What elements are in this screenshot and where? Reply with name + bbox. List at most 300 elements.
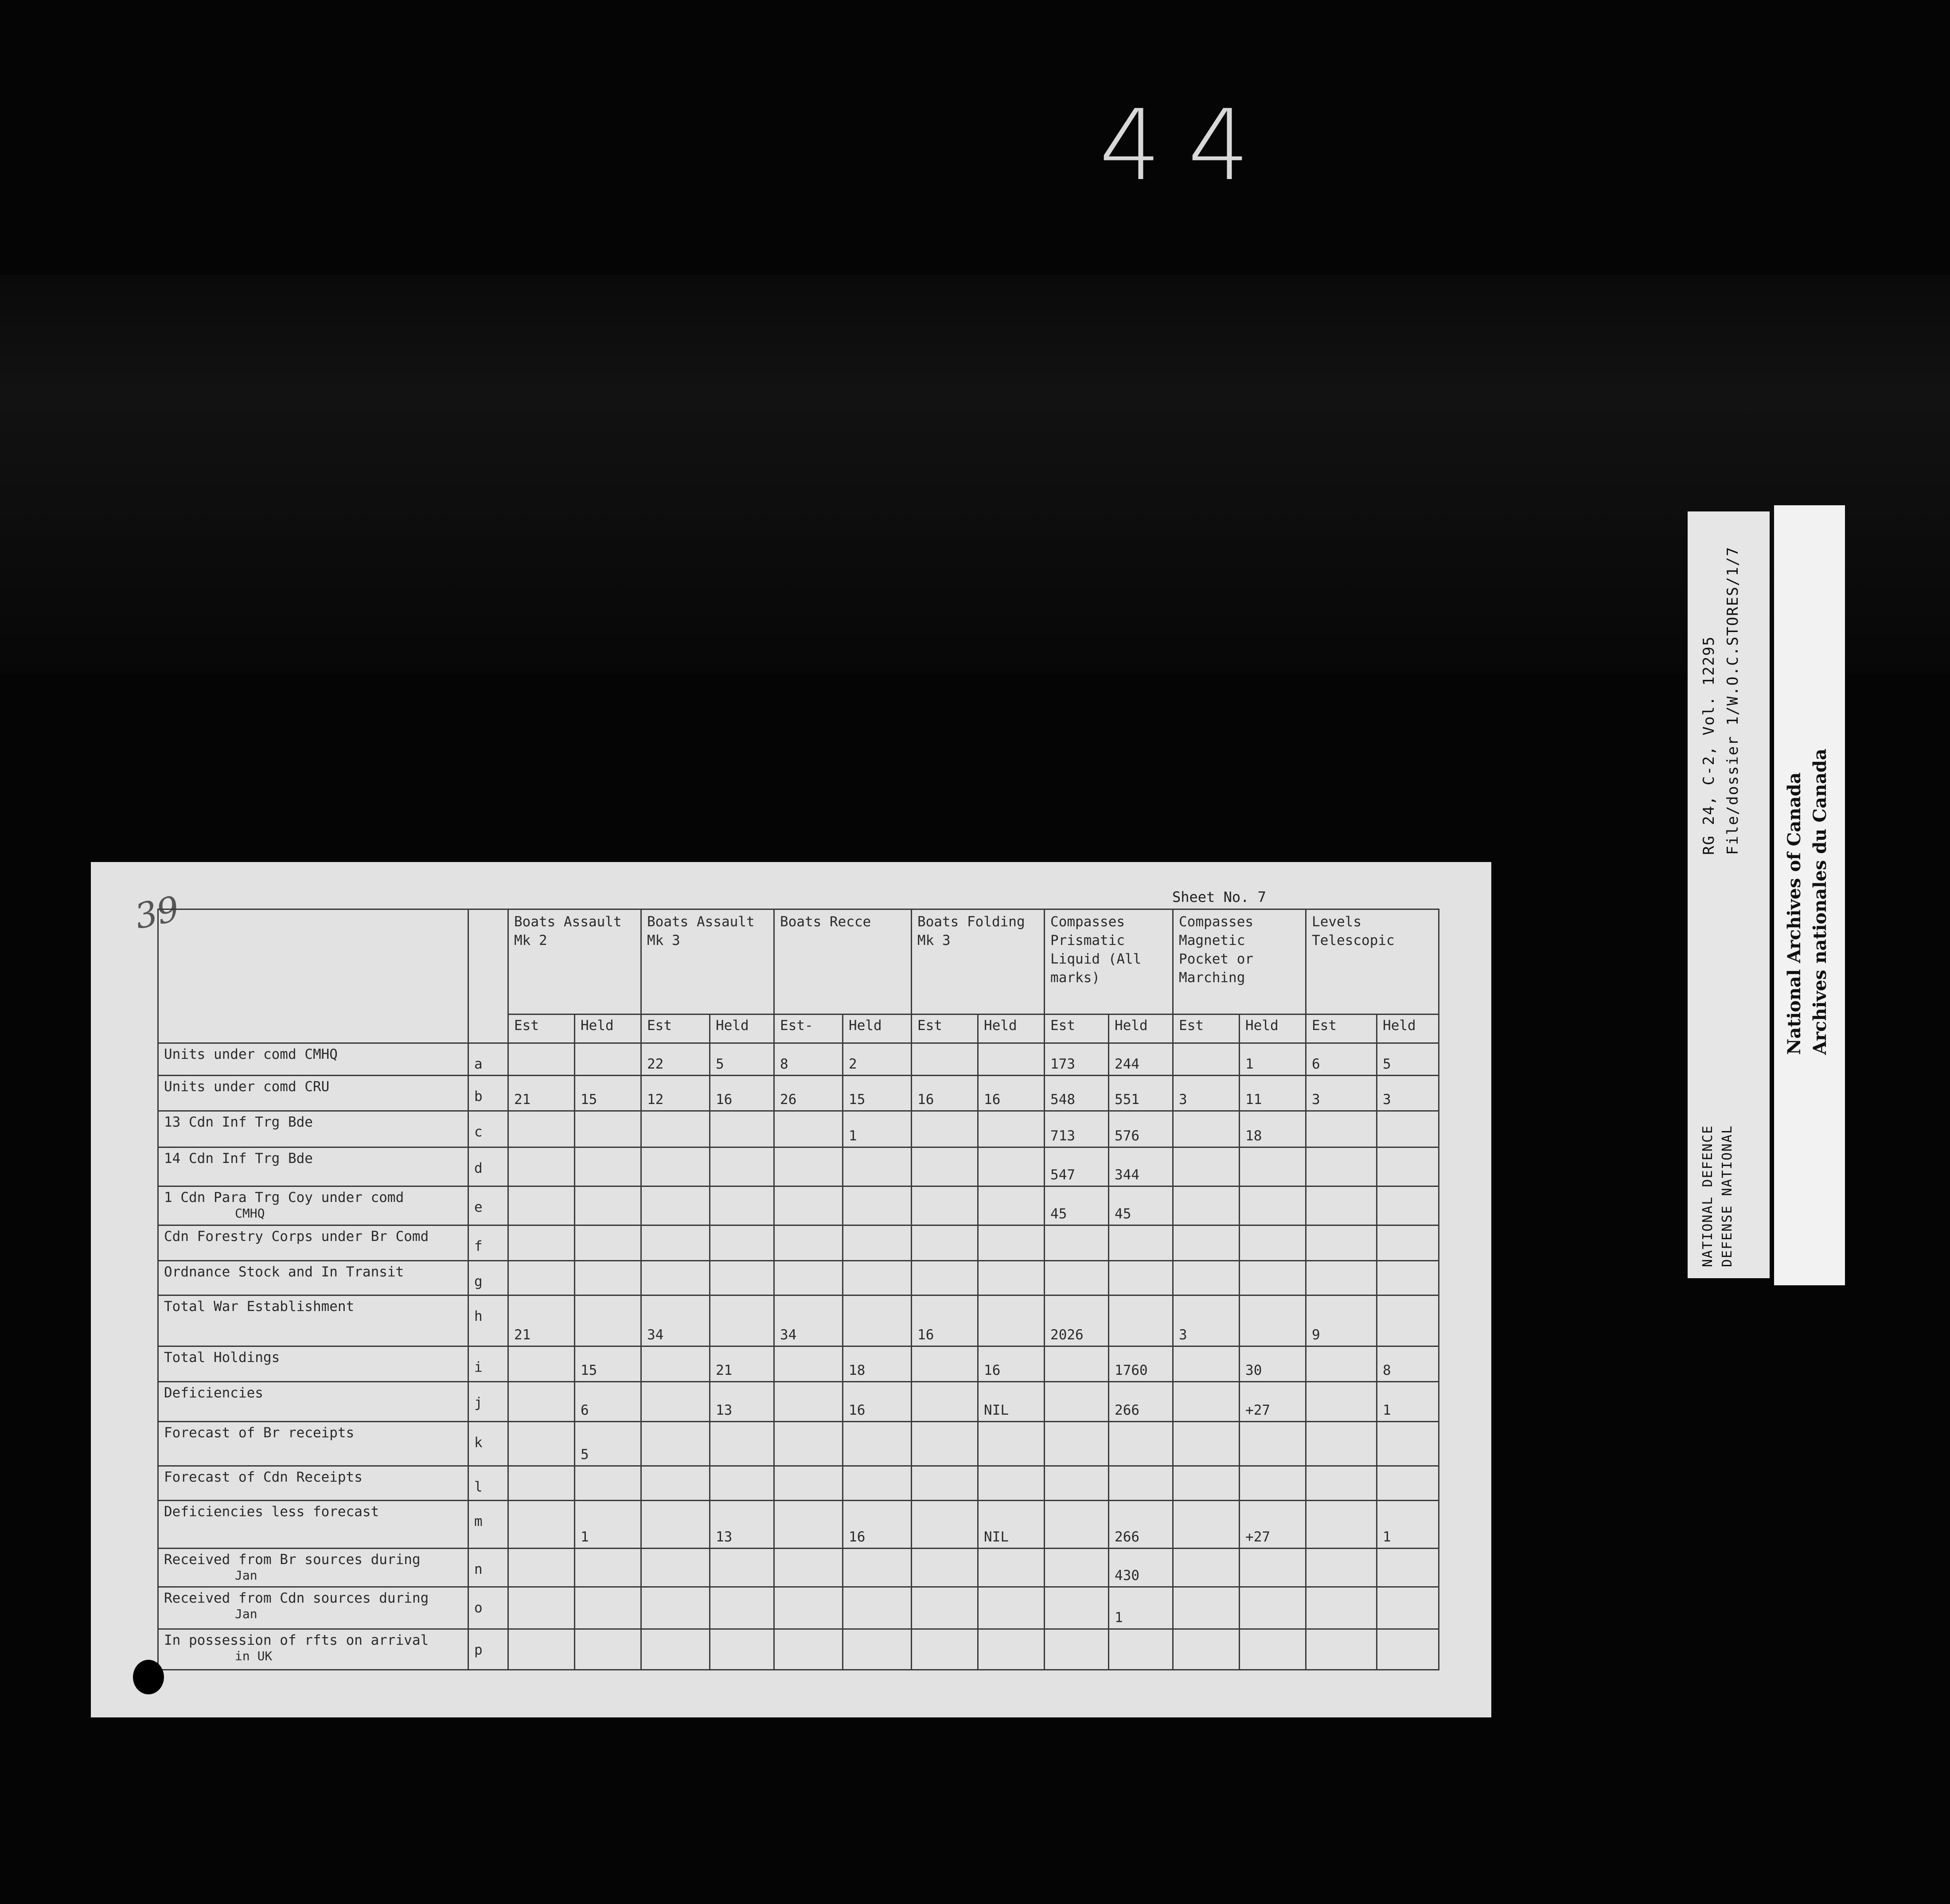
value-cell [1173,1587,1240,1629]
value-cell [641,1629,710,1670]
value-cell [774,1382,843,1422]
row-label: Received from Br sources during [164,1552,421,1568]
value-cell [1240,1147,1306,1186]
value-cell [912,1501,978,1549]
row-label: 1 Cdn Para Trg Coy under comd [164,1190,404,1206]
value-cell: 34 [774,1295,843,1346]
value-cell [774,1422,843,1466]
value-cell [774,1466,843,1501]
row-label: Forecast of Br receipts [164,1425,355,1441]
value-cell [508,1147,575,1186]
value-cell: 3 [1173,1295,1240,1346]
value-cell [508,1549,575,1587]
value-cell [1306,1261,1377,1295]
table-row [158,1186,1439,1225]
value-cell [710,1629,774,1670]
stores-table [157,909,1439,1670]
value-cell [1240,1466,1306,1501]
value-cell: 16 [912,1076,978,1111]
row-label-continuation: Jan [235,1607,257,1621]
row-label: Units under comd CRU [164,1079,330,1095]
value-cell: 16 [912,1295,978,1346]
value-cell: 16 [978,1076,1045,1111]
value-cell [641,1111,710,1147]
group-header: Boats Recce [774,909,912,1014]
row-label: Deficiencies [164,1385,263,1401]
value-cell: 18 [843,1346,912,1382]
value-cell [575,1466,641,1501]
row-label-cell [158,1261,468,1295]
value-cell: 266 [1109,1501,1173,1549]
value-cell [843,1295,912,1346]
value-cell: 11 [1240,1076,1306,1111]
value-cell: 26 [774,1076,843,1111]
row-label-cell [158,1422,468,1466]
department-fr: DEFENSE NATIONAL [1720,1125,1735,1267]
value-cell [710,1147,774,1186]
value-cell [1240,1186,1306,1225]
row-code: p [468,1629,508,1670]
row-code: k [468,1422,508,1466]
value-cell [774,1549,843,1587]
archive-label [1688,505,1847,1285]
value-cell [1109,1466,1173,1501]
value-cell: 173 [1045,1043,1109,1076]
value-cell: 15 [843,1076,912,1111]
table-row [158,1629,1439,1670]
value-cell: 15 [575,1346,641,1382]
table-row [158,1382,1439,1422]
value-cell [575,1295,641,1346]
value-cell: 21 [508,1076,575,1111]
value-cell [774,1186,843,1225]
row-code: c [468,1111,508,1147]
sub-header: Est [1045,1014,1109,1043]
table-row [158,1346,1439,1382]
value-cell: 16 [978,1346,1045,1382]
table-row [158,1043,1439,1076]
value-cell [843,1225,912,1261]
blank-code-header [468,909,508,1043]
value-cell [710,1295,774,1346]
value-cell [774,1587,843,1629]
value-cell [978,1422,1045,1466]
value-cell [1377,1629,1439,1670]
value-cell [1306,1111,1377,1147]
value-cell [1377,1549,1439,1587]
table-row [158,1422,1439,1466]
value-cell [912,1186,978,1225]
value-cell [1045,1346,1109,1382]
blank-header [158,909,468,1043]
value-cell [710,1225,774,1261]
group-header-row [158,909,1439,1014]
table-row [158,1225,1439,1261]
row-code: o [468,1587,508,1629]
value-cell [978,1147,1045,1186]
value-cell: 3 [1306,1076,1377,1111]
value-cell [978,1295,1045,1346]
row-label-cell [158,1295,468,1346]
value-cell: 2026 [1045,1295,1109,1346]
row-label-continuation: Jan [235,1568,257,1583]
value-cell: 1 [843,1111,912,1147]
row-label: Units under comd CMHQ [164,1046,338,1062]
value-cell [1240,1422,1306,1466]
value-cell [1173,1225,1240,1261]
value-cell [912,1261,978,1295]
value-cell [978,1186,1045,1225]
row-code: l [468,1466,508,1501]
value-cell [978,1261,1045,1295]
value-cell [1377,1295,1439,1346]
value-cell [1306,1629,1377,1670]
sub-header: Est [1173,1014,1240,1043]
value-cell [1377,1422,1439,1466]
value-cell [508,1261,575,1295]
value-cell [774,1261,843,1295]
value-cell: 1 [1240,1043,1306,1076]
sheet-number: Sheet No. 7 [1172,889,1266,905]
value-cell: 45 [1045,1186,1109,1225]
value-cell: 6 [575,1382,641,1422]
value-cell [843,1261,912,1295]
value-cell [1173,1549,1240,1587]
sub-header: Est- [774,1014,843,1043]
value-cell [1109,1225,1173,1261]
value-cell [1377,1147,1439,1186]
archive-file: File/dossier 1/W.O.C.STORES/1/7 [1724,546,1742,855]
value-cell: 2 [843,1043,912,1076]
table-row [158,1549,1439,1587]
archives-name-en: National Archives of Canada [1784,772,1805,1055]
value-cell [843,1629,912,1670]
value-cell [508,1043,575,1076]
value-cell [1173,1186,1240,1225]
row-label-cell [158,1466,468,1501]
archive-reference-strip [1688,511,1770,1278]
value-cell: 13 [710,1501,774,1549]
value-cell [774,1147,843,1186]
value-cell [1045,1422,1109,1466]
sub-header: Held [1109,1014,1173,1043]
value-cell [1306,1186,1377,1225]
value-cell [710,1549,774,1587]
row-label-cell [158,1587,468,1629]
value-cell [912,1147,978,1186]
value-cell [508,1466,575,1501]
value-cell [843,1186,912,1225]
table-row [158,1076,1439,1111]
value-cell: 8 [1377,1346,1439,1382]
row-code: h [468,1295,508,1346]
value-cell [1306,1225,1377,1261]
value-cell [912,1629,978,1670]
value-cell [843,1422,912,1466]
value-cell: 18 [1240,1111,1306,1147]
value-cell [1045,1466,1109,1501]
value-cell: 34 [641,1295,710,1346]
row-label: Total War Establishment [164,1299,355,1315]
table-row [158,1501,1439,1549]
value-cell [912,1587,978,1629]
value-cell: 21 [508,1295,575,1346]
row-label-cell [158,1225,468,1261]
sub-header: Held [843,1014,912,1043]
value-cell [1173,1629,1240,1670]
value-cell [508,1501,575,1549]
value-cell [1240,1629,1306,1670]
sub-header: Held [1240,1014,1306,1043]
group-header: Boats Folding Mk 3 [912,909,1045,1014]
value-cell: 266 [1109,1382,1173,1422]
row-label-cell [158,1186,468,1225]
value-cell [1377,1587,1439,1629]
value-cell [843,1466,912,1501]
row-label: Cdn Forestry Corps under Br Comd [164,1229,429,1245]
value-cell [710,1466,774,1501]
value-cell [641,1261,710,1295]
sub-header: Est [912,1014,978,1043]
value-cell [1306,1549,1377,1587]
value-cell [1173,1422,1240,1466]
value-cell [1240,1587,1306,1629]
sub-header: Est [641,1014,710,1043]
value-cell [710,1587,774,1629]
group-header: Compasses Magnetic Pocket or Marching [1173,909,1306,1014]
row-label: Received from Cdn sources during [164,1590,429,1606]
value-cell [912,1043,978,1076]
value-cell: 1 [1109,1587,1173,1629]
frame-number: 44 [1099,89,1276,202]
value-cell [1377,1111,1439,1147]
value-cell: 430 [1109,1549,1173,1587]
value-cell: 5 [575,1422,641,1466]
row-label-cell [158,1501,468,1549]
table-row [158,1261,1439,1295]
value-cell [641,1587,710,1629]
value-cell [1173,1466,1240,1501]
table-row [158,1587,1439,1629]
value-cell: 8 [774,1043,843,1076]
value-cell [1109,1422,1173,1466]
value-cell [843,1549,912,1587]
value-cell: NIL [978,1382,1045,1422]
row-code: b [468,1076,508,1111]
value-cell [508,1111,575,1147]
document-card [91,862,1491,1717]
value-cell: 13 [710,1382,774,1422]
value-cell: 1 [1377,1382,1439,1422]
row-code: g [468,1261,508,1295]
value-cell: 16 [843,1501,912,1549]
value-cell [1240,1225,1306,1261]
table-row [158,1111,1439,1147]
group-header: Levels Telescopic [1306,909,1439,1014]
value-cell [774,1346,843,1382]
value-cell: 3 [1173,1076,1240,1111]
sub-header: Held [1377,1014,1439,1043]
value-cell [978,1225,1045,1261]
value-cell [1109,1629,1173,1670]
row-label-cell [158,1346,468,1382]
value-cell [1377,1466,1439,1501]
value-cell [1173,1147,1240,1186]
value-cell [1173,1501,1240,1549]
sub-header: Held [575,1014,641,1043]
row-code: a [468,1043,508,1076]
value-cell [1240,1549,1306,1587]
value-cell [508,1422,575,1466]
value-cell [978,1111,1045,1147]
value-cell [1045,1629,1109,1670]
value-cell [575,1186,641,1225]
value-cell: 548 [1045,1076,1109,1111]
row-code: d [468,1147,508,1186]
value-cell: +27 [1240,1501,1306,1549]
value-cell [912,1111,978,1147]
table-row [158,1295,1439,1346]
value-cell [912,1382,978,1422]
row-label-cell [158,1111,468,1147]
sub-header: Est [508,1014,575,1043]
value-cell [774,1111,843,1147]
value-cell [843,1147,912,1186]
group-header: Compasses Prismatic Liquid (All marks) [1045,909,1173,1014]
value-cell [641,1225,710,1261]
value-cell [508,1629,575,1670]
value-cell: 576 [1109,1111,1173,1147]
sub-header: Held [978,1014,1045,1043]
value-cell [1045,1225,1109,1261]
archives-name-strip [1774,505,1845,1285]
group-header: Boats Assault Mk 3 [641,909,774,1014]
value-cell [710,1422,774,1466]
value-cell [575,1111,641,1147]
value-cell [575,1261,641,1295]
value-cell [1306,1382,1377,1422]
value-cell: 5 [710,1043,774,1076]
film-band [0,275,1950,674]
row-label-cell [158,1076,468,1111]
value-cell [710,1261,774,1295]
value-cell [774,1501,843,1549]
value-cell [710,1111,774,1147]
value-cell: NIL [978,1501,1045,1549]
value-cell [575,1225,641,1261]
value-cell [1173,1043,1240,1076]
row-label-cell [158,1043,468,1076]
value-cell [843,1587,912,1629]
value-cell: 12 [641,1076,710,1111]
value-cell [1173,1382,1240,1422]
row-label-cell [158,1382,468,1422]
value-cell [774,1225,843,1261]
value-cell: 30 [1240,1346,1306,1382]
value-cell: 713 [1045,1111,1109,1147]
value-cell [1306,1346,1377,1382]
value-cell [1306,1501,1377,1549]
row-code: n [468,1549,508,1587]
value-cell [1306,1587,1377,1629]
row-label: Deficiencies less forecast [164,1504,379,1520]
value-cell: +27 [1240,1382,1306,1422]
value-cell [508,1382,575,1422]
value-cell: 22 [641,1043,710,1076]
archive-reference: RG 24, C-2, Vol. 12295 [1700,636,1718,855]
value-cell: 5 [1377,1043,1439,1076]
row-label: Total Holdings [164,1350,280,1366]
value-cell [508,1225,575,1261]
value-cell: 45 [1109,1186,1173,1225]
value-cell: 16 [843,1382,912,1422]
stores-table-body [158,1043,1439,1670]
value-cell: 547 [1045,1147,1109,1186]
value-cell: 16 [710,1076,774,1111]
row-code: i [468,1346,508,1382]
ink-blot [133,1660,164,1694]
value-cell [641,1147,710,1186]
value-cell [978,1629,1045,1670]
value-cell: 9 [1306,1295,1377,1346]
value-cell [912,1346,978,1382]
value-cell [978,1043,1045,1076]
value-cell [1173,1261,1240,1295]
value-cell [575,1549,641,1587]
value-cell [1173,1111,1240,1147]
row-label-cell [158,1629,468,1670]
sub-header: Est [1306,1014,1377,1043]
value-cell [641,1186,710,1225]
value-cell [575,1043,641,1076]
value-cell [1045,1501,1109,1549]
value-cell [1377,1261,1439,1295]
value-cell: 344 [1109,1147,1173,1186]
value-cell [710,1186,774,1225]
value-cell [508,1186,575,1225]
value-cell [978,1466,1045,1501]
row-code: f [468,1225,508,1261]
value-cell: 3 [1377,1076,1439,1111]
value-cell [1045,1261,1109,1295]
card-number: 39 [131,889,183,937]
value-cell [1109,1261,1173,1295]
value-cell [1306,1422,1377,1466]
value-cell [912,1225,978,1261]
value-cell: 21 [710,1346,774,1382]
department-en: NATIONAL DEFENCE [1700,1125,1716,1267]
value-cell [1045,1382,1109,1422]
value-cell [1240,1261,1306,1295]
value-cell [641,1382,710,1422]
row-label: Ordnance Stock and In Transit [164,1264,404,1280]
value-cell [1377,1186,1439,1225]
row-label-cell [158,1147,468,1186]
archives-name-fr: Archives nationales du Canada [1810,749,1830,1055]
value-cell [641,1501,710,1549]
value-cell [774,1629,843,1670]
value-cell: 1 [575,1501,641,1549]
table-row [158,1466,1439,1501]
row-label: 13 Cdn Inf Trg Bde [164,1114,313,1130]
value-cell [575,1587,641,1629]
value-cell [641,1466,710,1501]
row-label-cell [158,1549,468,1587]
value-cell [1045,1587,1109,1629]
sub-header: Held [710,1014,774,1043]
value-cell: 551 [1109,1076,1173,1111]
row-code: e [468,1186,508,1225]
